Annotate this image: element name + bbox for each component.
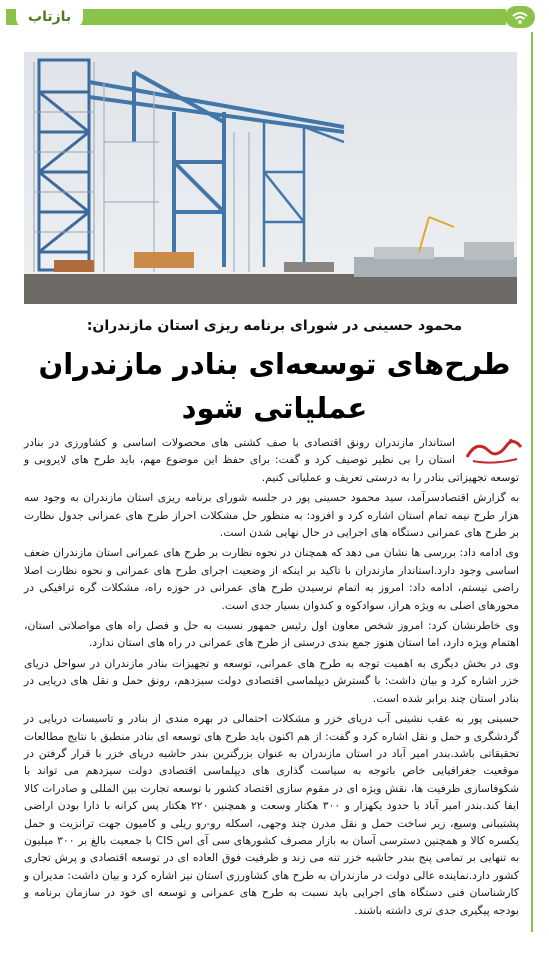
article-kicker: محمود حسینی در شورای برنامه ریزی استان مازندران: <box>86 318 463 334</box>
logo-spacer <box>455 434 519 468</box>
article-paragraph: به گزارش اقتصادسرآمد، سید محمود حسینی پور در جلسه شورای برنامه ریزی استان مازندران به وجود سه هزار طرح نیمه تمام استان اشاره کرد و افزود: به منظور حل مشکلات احراز طرح های عمرانی جدول نظارت بر طرح های عمرانی دستگاه های اجرایی در حال نهایی شدن است. <box>24 491 519 540</box>
section-header <box>6 6 543 28</box>
headline-line-2: عملیاتی شود <box>181 391 368 425</box>
wifi-signal-icon <box>505 6 535 28</box>
article-paragraph: وی ادامه داد: بررسی ها نشان می دهد که همچنان در نحوه نظارت بر طرح های عمرانی استان مازندران ضعف اساسی وجود دارد.استاندار مازندران با تاکید بر اینکه از وضعیت اجرای طرح های عمرانی و نحوه نظارت اصلا راضی نیستم، ادامه داد: امروز به اتمام نرسیدن طرح های عمرانی در حوزه راه، مشکلات گره ترافیکی در محورهای اصلی به ویژه هراز، سوادکوه و کندوان بسیار جدی است. <box>24 546 519 612</box>
headline-line-1: طرح‌های توسعه‌ای بنادر مازندران <box>38 347 511 381</box>
section-title: بازتاب <box>16 6 83 28</box>
article-headline <box>24 342 525 430</box>
article-paragraph: وی خاطرنشان کرد: امروز شخص معاون اول رئیس جمهور نسبت به حل و فصل راه های مواصلاتی استان، اهتمام ویژه دارد، اما استان هنوز جمع بندی درستی از طرح های عمرانی در راه های استان ندارد. <box>24 619 519 650</box>
article-paragraph: استاندار مازندران رونق اقتصادی با صف کشتی های محصولات اساسی و کشاورزی در بنادر استان را بی نظیر توصیف کرد و گفت: برای حفظ این موضوع مهم، باید طرح های لایروبی و توسعه تجهیزاتی بنادر را به درستی تعریف و عملیاتی کنیم. <box>24 436 519 484</box>
article-body <box>24 434 519 922</box>
article-paragraph: حسینی پور به عقب نشینی آب دریای خزر و مشکلات احتمالی در بهره مندی از بنادر و تاسیسات دریایی در گردشگری و حمل و نقل اشاره کرد و گفت: از هم اکنون باید طرح های توسعه ای بنادر منطبق با نتایج مطالعات تحقیقاتی باشد.بندر امیر آباد در استان مازندران به عنوان بزرگترین بندر حاشیه دریای خزر با قرار گرفتن در موقعیت جغرافیایی خاص باتوجه به سیاست گذاری های دیپلماسی اقتصادی دولت سیزدهم می تواند با شکوفاسازی ظرفیت ها، نقش ویژه ای در مقوم سازی اقتصاد کشور با توسعه تجارت بین المللی و صادرات کالا ایفا کند.بندر امیر آباد با حدود یکهزار و ۳۰۰ هکتار وسعت و همچنین ۲۲۰ هکتار پس کرانه با دارا بودن اراضی پشتیبانی وسیع، زیر ساخت حمل و نقل مدرن چند وجهی، اسکله رو-رو ریلی و کامیون جهت ترانزیت و حمل یکسره کالا و همچنین دسترسی آسان به بازار مصرف کشورهای سی آی اس CIS با جمعیت بالغ بر ۳۰۰ میلیون به تنهایی بر تمامی پنج بندر حاشیه خزر تنه می زند و ظرفیت فوق العاده ای در توسعه اقتصادی و پرش تجاری کشور دارد.نماینده عالی دولت در مازندران به طرح های کشاورزی استان نیز اشاره کرد و بیان داشت: مدیران و کارشناسان فنی دستگاه های اجرایی باید نسبت به طرح های عمرانی و توسعه ای خود در سازمان برنامه و بودجه پیگیری جدی تری داشته باشند. <box>24 712 520 917</box>
port-cranes-photo <box>24 52 517 304</box>
article-paragraph: وی در بخش دیگری به اهمیت توجه به طرح های عمرانی، توسعه و تجهیزات بنادر مازندران در سواحل دریای خزر اشاره کرد و بیان داشت: با گسترش دیپلماسی اقتصادی دولت سیزدهم، رونق حمل و نقل های دریایی در بنادر استان چند برابر شده است. <box>24 656 519 705</box>
